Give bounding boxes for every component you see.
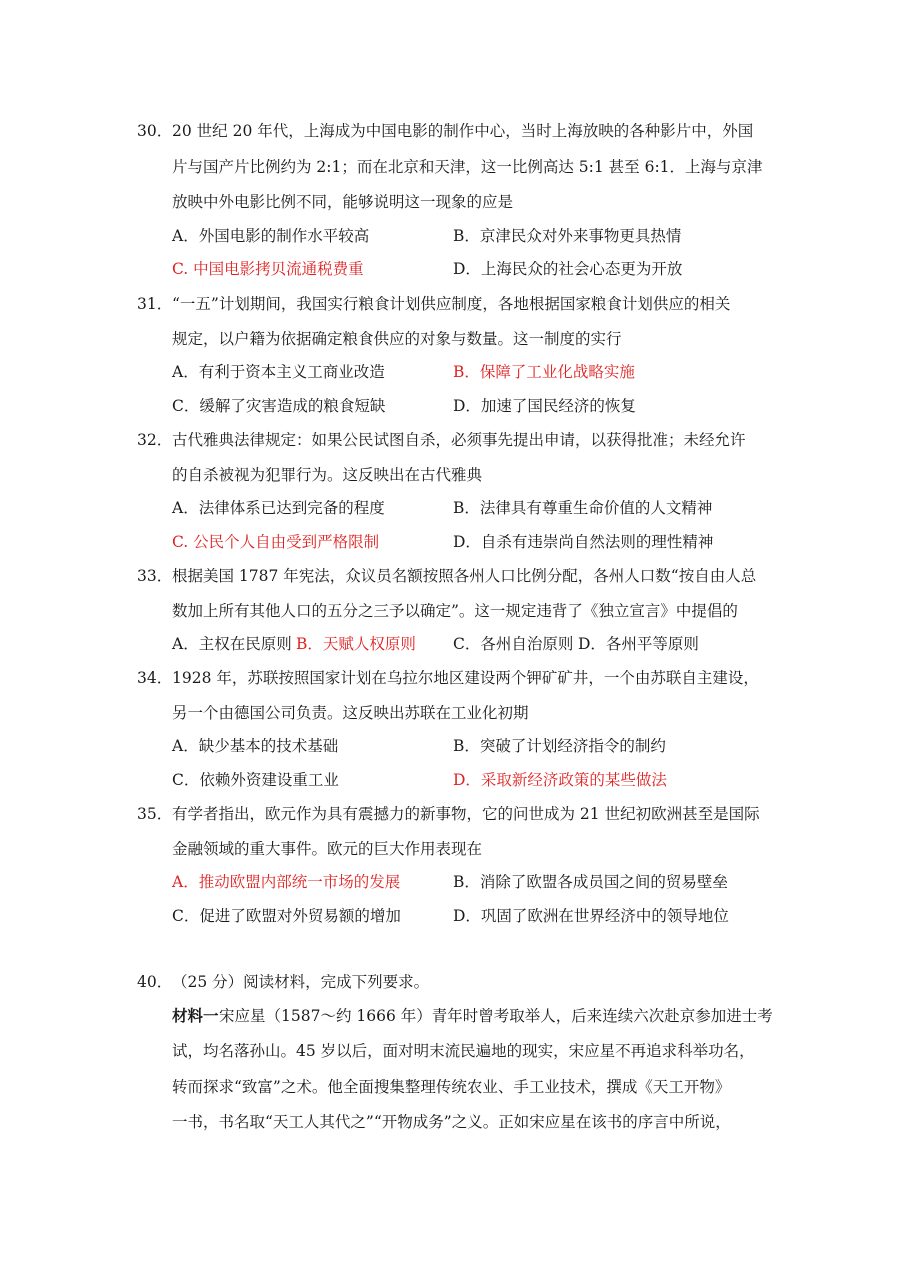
material-1-label: 材料一 xyxy=(172,1006,219,1025)
question-30-text-line-2: 片与国产片比例约为 2:1；而在北京和天津，这一比例高达 5:1 甚至 6:1．上海与京津 xyxy=(172,158,763,176)
question-34-number: 34． xyxy=(137,669,173,687)
question-34-text-line-1: 1928 年，苏联按照国家计划在乌拉尔地区建设两个钾矿矿井，一个由苏联自主建设， xyxy=(172,669,759,687)
question-35-option-b: B．消除了欧盟各成员国之间的贸易壁垒 xyxy=(453,873,728,891)
question-33-text-line-2: 数加上所有其他人口的五分之三予以确定”。这一规定违背了《独立宣言》中提倡的 xyxy=(172,602,738,620)
question-31-option-d: D．加速了国民经济的恢复 xyxy=(453,397,636,415)
question-33-option-d: D．各州平等原则 xyxy=(578,635,699,653)
material-1-line-4: 一书，书名取“天工人其代之”“开物成务”之义。正如宋应星在该书的序言中所说， xyxy=(172,1113,731,1131)
question-30-option-c-answer: C. 中国电影拷贝流通税费重 xyxy=(172,260,364,278)
question-31-option-a: A．有利于资本主义工商业改造 xyxy=(172,363,385,381)
question-32-option-d: D．自杀有违崇尚自然法则的理性精神 xyxy=(453,533,714,551)
question-32-number: 32． xyxy=(137,431,173,449)
question-35-number: 35． xyxy=(137,805,173,823)
question-31-text-line-2: 规定，以户籍为依据确定粮食供应的对象与数量。这一制度的实行 xyxy=(172,330,622,348)
question-35-text-line-1: 有学者指出，欧元作为具有震撼力的新事物，它的问世成为 21 世纪初欧洲甚至是国际 xyxy=(172,805,760,823)
question-33-number: 33． xyxy=(137,567,173,585)
question-32-text-line-1: 古代雅典法律规定：如果公民试图自杀，必须事先提出申请，以获得批准；未经允许 xyxy=(172,431,746,449)
question-33-text-line-1: 根据美国 1787 年宪法，众议员名额按照各州人口比例分配，各州人口数“按自由人总 xyxy=(172,567,757,585)
question-30-option-d: D．上海民众的社会心态更为开放 xyxy=(453,260,683,278)
question-40-number: 40． xyxy=(137,973,173,991)
question-30-text-line-3: 放映中外电影比例不同，能够说明这一现象的应是 xyxy=(172,193,514,211)
question-34-option-c: C．依赖外资建设重工业 xyxy=(172,771,339,789)
question-30-option-b: B．京津民众对外来事物更具热情 xyxy=(453,227,682,245)
question-31-number: 31． xyxy=(137,295,173,313)
material-1-line-1: 宋应星（1587～约 1666 年）青年时曾考取举人，后来连续六次赴京参加进士考 xyxy=(219,1007,773,1025)
question-35-option-d: D．巩固了欧洲在世界经济中的领导地位 xyxy=(453,907,729,925)
question-33-option-a: A．主权在民原则 xyxy=(172,635,292,653)
question-32-option-c-answer: C. 公民个人自由受到严格限制 xyxy=(172,533,380,551)
question-33-option-c: C．各州自治原则 xyxy=(453,635,574,653)
question-34-option-a: A．缺少基本的技术基础 xyxy=(172,737,339,755)
question-34-option-d-answer: D．采取新经济政策的某些做法 xyxy=(453,771,667,789)
question-30-option-a: A．外国电影的制作水平较高 xyxy=(172,227,370,245)
question-31-option-b-answer: B．保障了工业化战略实施 xyxy=(453,363,635,381)
question-35-text-line-2: 金融领域的重大事件。欧元的巨大作用表现在 xyxy=(172,840,483,858)
question-35-option-a-answer: A．推动欧盟内部统一市场的发展 xyxy=(172,873,401,891)
question-33-option-b-answer: B．天赋人权原则 xyxy=(296,635,416,653)
question-32-text-line-2: 的自杀被视为犯罪行为。这反映出在古代雅典 xyxy=(172,466,483,484)
question-31-option-c: C．缓解了灾害造成的粮食短缺 xyxy=(172,397,386,415)
question-32-option-b: B．法律具有尊重生命价值的人文精神 xyxy=(453,499,713,517)
material-1-line-2: 试，均名落孙山。45 岁以后，面对明末流民遍地的现实，宋应星不再追求科举功名， xyxy=(172,1042,755,1060)
question-40-intro: （25 分）阅读材料，完成下列要求。 xyxy=(172,973,430,991)
question-34-text-line-2: 另一个由德国公司负责。这反映出苏联在工业化初期 xyxy=(172,704,529,722)
question-31-text-line-1: “一五”计划期间，我国实行粮食计划供应制度，各地根据国家粮食计划供应的相关 xyxy=(172,295,731,313)
material-1-line-3: 转而探求“致富”之术。他全面搜集整理传统农业、手工业技术，撰成《天工开物》 xyxy=(172,1078,731,1096)
question-32-option-a: A．法律体系已达到完备的程度 xyxy=(172,499,385,517)
question-30-number: 30． xyxy=(137,122,173,140)
question-30-text-line-1: 20 世纪 20 年代，上海成为中国电影的制作中心，当时上海放映的各种影片中，外国 xyxy=(172,122,754,140)
question-34-option-b: B．突破了计划经济指令的制约 xyxy=(453,737,666,755)
question-35-option-c: C．促进了欧盟对外贸易额的增加 xyxy=(172,907,401,925)
